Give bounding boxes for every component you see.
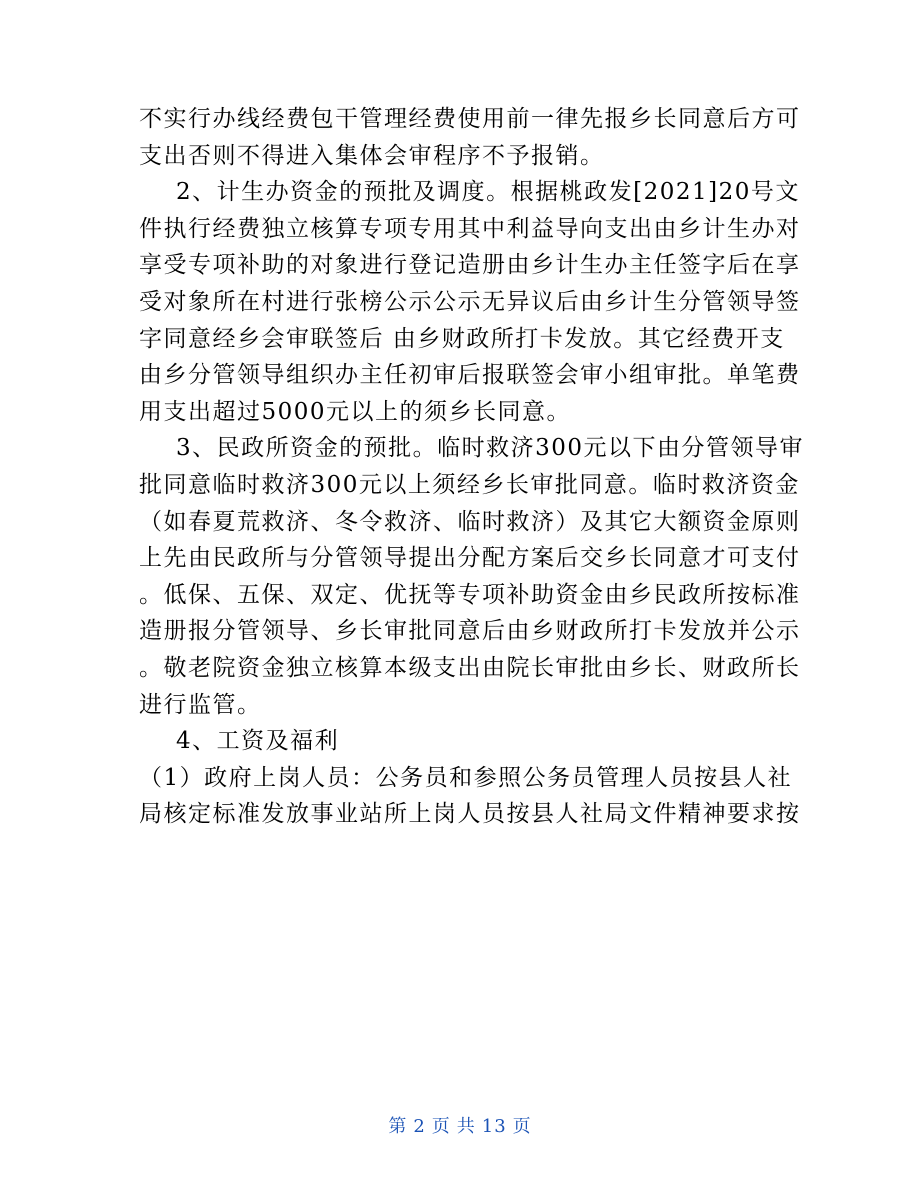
text-line: 不实行办线经费包干管理经费使用前一律先报乡长同意后方可 [139, 106, 801, 132]
text-line: 支出否则不得进入集体会审程序不予报销。 [139, 142, 605, 169]
text-line: 。低保、五保、双定、优抚等专项补助资金由乡民政所按标准 [139, 581, 801, 608]
footer-page-number: 2 [413, 1116, 426, 1137]
text-line: 进行监管。 [139, 691, 262, 718]
text-line: 字同意经乡会审联签后 由乡财政所打卡发放。其它经费开支 [139, 325, 785, 352]
section-heading-line: 4、工资及福利 [176, 728, 340, 755]
text-line: 造册报分管领导、乡长审批同意后由乡财政所打卡发放并公示 [139, 618, 801, 645]
text-line: 上先由民政所与分管领导提出分配方案后交乡长同意才可支付 [139, 545, 801, 572]
text-line: 由乡分管领导组织办主任初审后报联签会审小组审批。单笔费 [139, 362, 801, 389]
page-footer [0, 1112, 920, 1138]
text-line: 享受专项补助的对象进行登记造册由乡计生办主任签字后在享 [139, 252, 801, 279]
paragraph-start-line: 3、民政所资金的预批。临时救济300元以下由分管领导审 [176, 435, 805, 462]
text-line: （1）政府上岗人员：公务员和参照公务员管理人员按县人社 [139, 764, 793, 791]
text-line: 受对象所在村进行张榜公示公示无异议后由乡计生分管领导签 [139, 288, 801, 315]
text-line: 局核定标准发放事业站所上岗人员按县人社局文件精神要求按 [139, 801, 801, 828]
footer-total-pages: 13 [481, 1116, 507, 1137]
footer-total-unit: 页 [512, 1116, 532, 1137]
paragraph-start-line: 2、计生办资金的预批及调度。根据桃政发[2021]20号文 [176, 179, 800, 206]
text-line: 用支出超过5000元以上的须乡长同意。 [139, 398, 572, 425]
footer-page-unit: 页 [431, 1116, 451, 1137]
footer-prefix: 第 [388, 1116, 408, 1137]
text-line: 批同意临时救济300元以上须经乡长审批同意。临时救济资金 [139, 471, 800, 498]
text-line: 件执行经费独立核算专项专用其中利益导向支出由乡计生办对 [139, 215, 801, 242]
text-line: （如春夏荒救济、冬令救济、临时救济）及其它大额资金原则 [139, 508, 801, 535]
footer-total-prefix: 共 [456, 1116, 476, 1137]
document-body [139, 101, 805, 833]
text-line: 。敬老院资金独立核算本级支出由院长审批由乡长、财政所长 [139, 654, 801, 681]
